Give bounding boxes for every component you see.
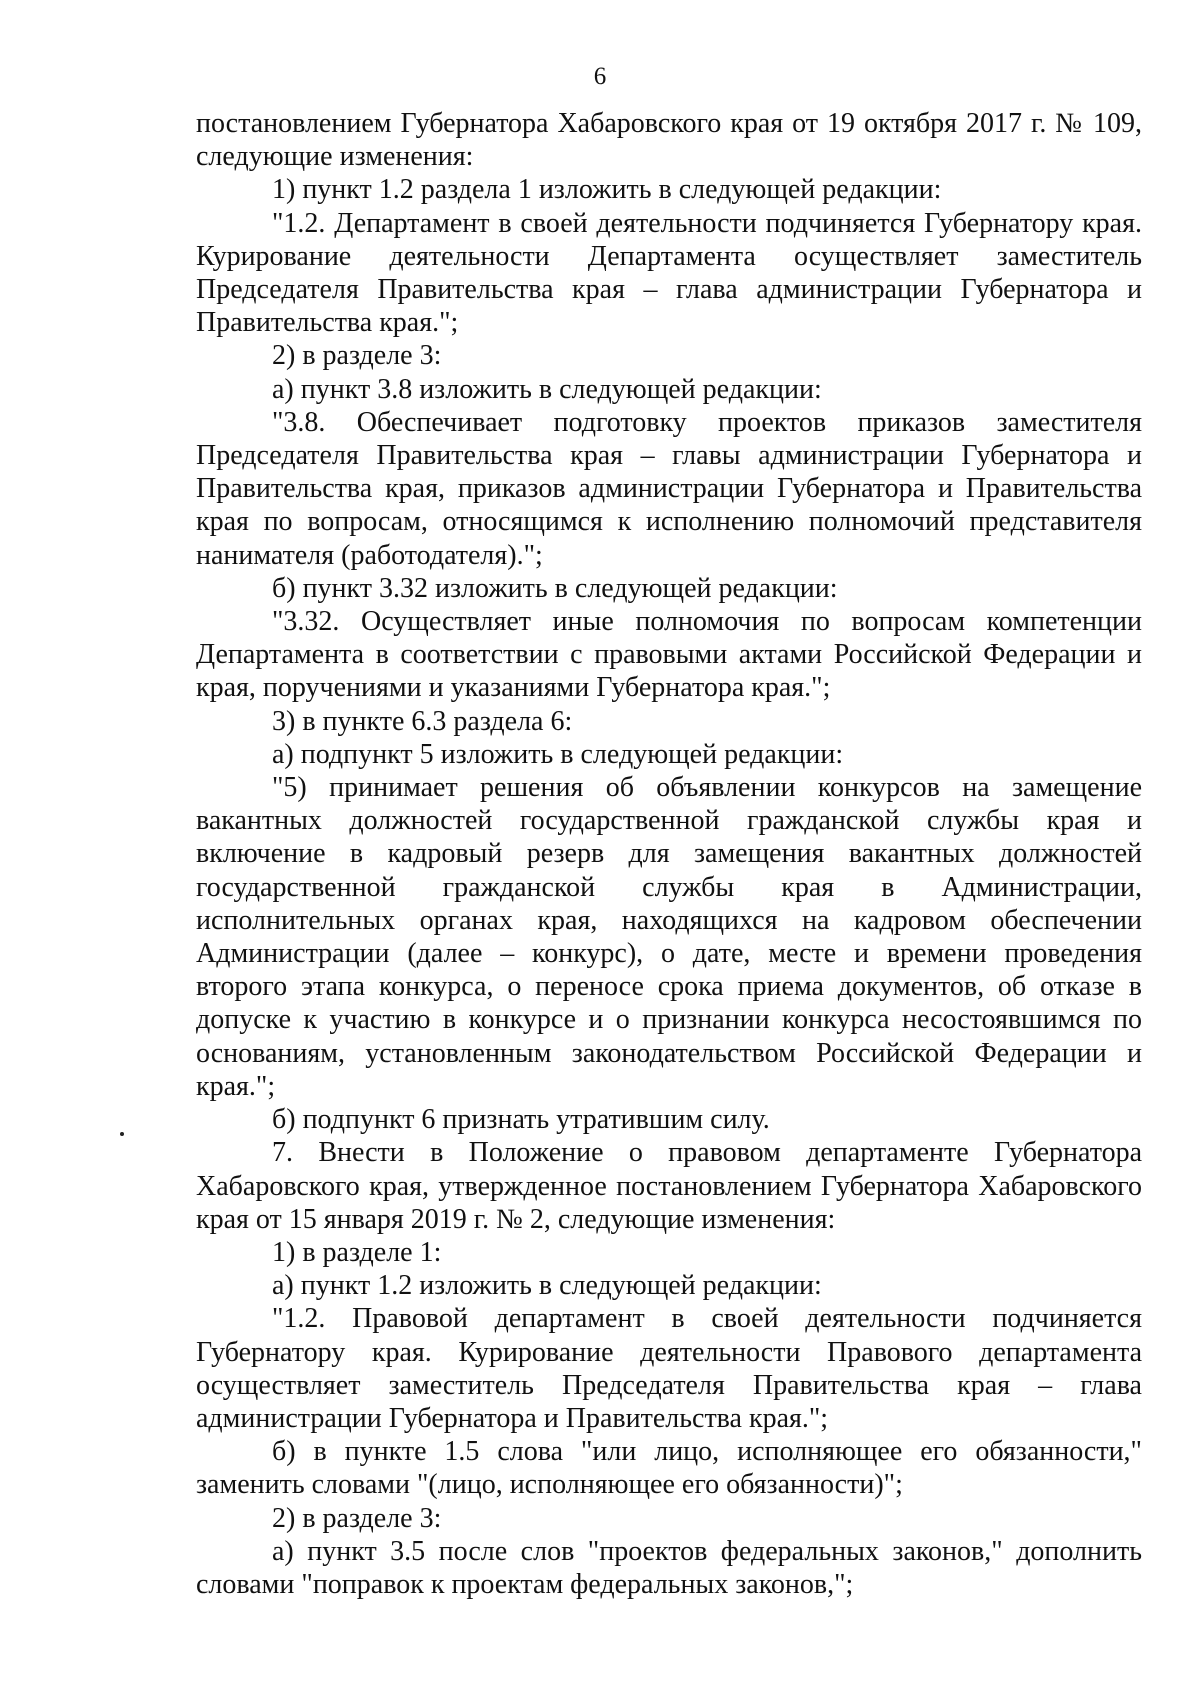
paragraph-subitem-a-3: а) пункт 1.2 изложить в следующей редакции: bbox=[272, 1270, 822, 1302]
paragraph-continuation: постановлением Губернатора Хабаровского края от 19 октября 2017 г. № 109, следующие изменения: bbox=[196, 108, 1142, 173]
paragraph-subitem-b: б) пункт 3.32 изложить в следующей редакции: bbox=[272, 572, 838, 604]
paragraph-quote-5: "5) принимает решения об объявлении конкурсов на замещение вакантных должностей государственной гражданской службы края и включение в кадровый резерв для замещения вакантных должностей государственной гражданской службы края в Администрации, исполнительных органах края, находящихся на кадровом обеспечении Администрации (далее – конкурс), о дате, месте и времени проведения второго этапа конкурса, о переносе срока приема документов, об отказе в допуске к участию в конкурсе и о признании конкурса несостоявшимся по основаниям, установленным законодательством Российской Федерации и края."; bbox=[196, 772, 1142, 1102]
scan-speck bbox=[120, 1132, 124, 1136]
paragraph-quote-1-2-b: "1.2. Правовой департамент в своей деятельности подчиняется Губернатору края. Курирование деятельности Правового департамента осуществляет заместитель Председателя Правительства края – глава администрации Губернатора и Правительства края."; bbox=[196, 1303, 1142, 1434]
paragraph-subitem-a-4: а) пункт 3.5 после слов "проектов федеральных законов," дополнить словами "поправок к проектам федеральных законов,"; bbox=[196, 1535, 1142, 1600]
paragraph-subitem-b-3: б) в пункте 1.5 слова "или лицо, исполняющее его обязанности," заменить словами "(лицо, исполняющее его обязанности)"; bbox=[196, 1436, 1142, 1501]
paragraph-subitem-a: а) пункт 3.8 изложить в следующей редакции: bbox=[272, 373, 822, 405]
paragraph-quote-3-8: "3.8. Обеспечивает подготовку проектов приказов заместителя Председателя Правительства края – главы администрации Губернатора и Правительства края, приказов администрации Губернатора и Правительства края по вопросам, относящимся к исполнению полномочий представителя нанимателя (работодателя)."; bbox=[196, 406, 1142, 571]
paragraph-item-2-b: 2) в разделе 3: bbox=[272, 1502, 442, 1534]
paragraph-quote-3-32: "3.32. Осуществляет иные полномочия по вопросам компетенции Департамента в соответствии с правовыми актами Российской Федерации и края, поручениями и указаниями Губернатора края."; bbox=[196, 606, 1142, 704]
paragraph-item-1: 1) пункт 1.2 раздела 1 изложить в следующей редакции: bbox=[272, 174, 942, 206]
paragraph-item-7: 7. Внести в Положение о правовом департаменте Губернатора Хабаровского края, утвержденное постановлением Губернатора Хабаровского края от 15 января 2019 г. № 2, следующие изменения: bbox=[196, 1137, 1142, 1235]
paragraph-quote-1-2: "1.2. Департамент в своей деятельности подчиняется Губернатору края. Курирование деятельности Департамента осуществляет заместитель Председателя Правительства края – глава администрации Губернатора и Правительства края."; bbox=[196, 207, 1142, 339]
document-body bbox=[196, 107, 1142, 1601]
page-number: 6 bbox=[593, 63, 607, 90]
paragraph-subitem-b-2: б) подпункт 6 признать утратившим силу. bbox=[272, 1104, 770, 1136]
paragraph-item-2: 2) в разделе 3: bbox=[272, 340, 442, 372]
paragraph-item-3: 3) в пункте 6.3 раздела 6: bbox=[272, 705, 573, 737]
paragraph-subitem-a-2: а) подпункт 5 изложить в следующей редакции: bbox=[272, 738, 844, 770]
paragraph-item-1-b: 1) в разделе 1: bbox=[272, 1236, 442, 1268]
